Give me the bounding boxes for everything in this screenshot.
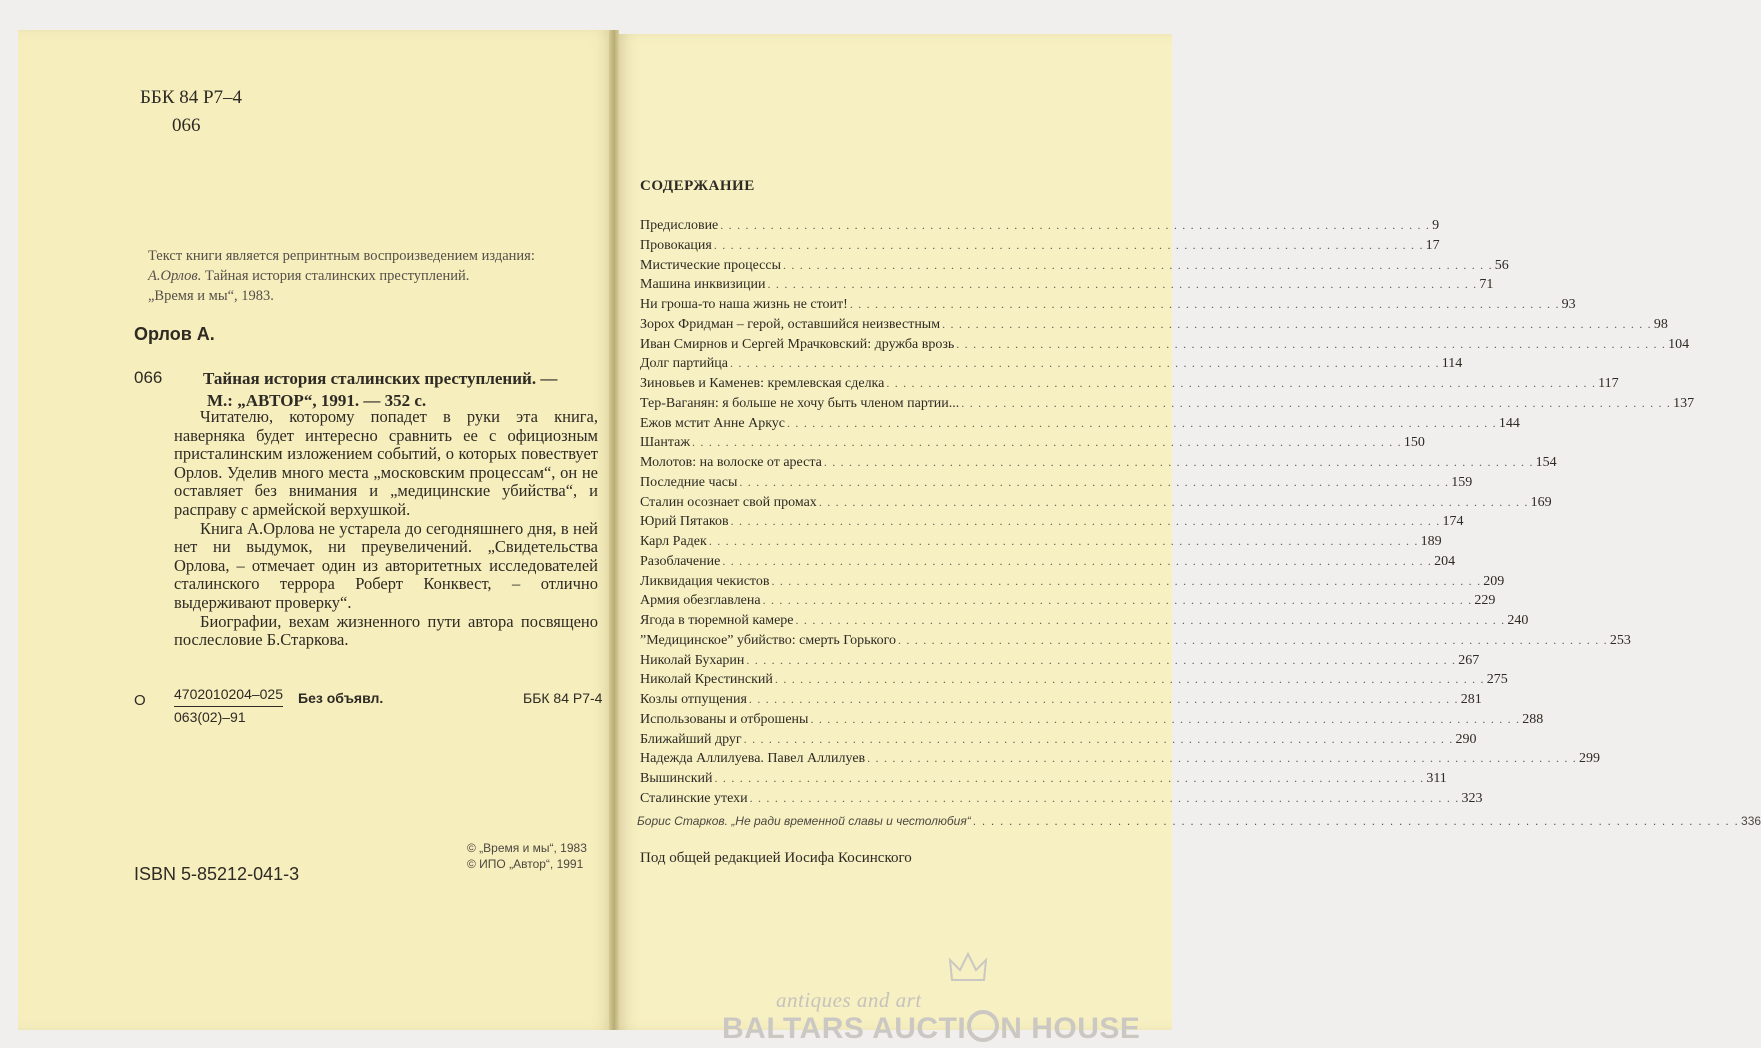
toc-entry-page: 204 (1434, 553, 1456, 569)
description-paragraph: Книга А.Орлова не устарела до сегодняшнего дня, в ней нет ни выдумок, ни преувеличений. „Свидетельства Орлова, – отмечает один из авторитетных исследователей сталинского террора Роберт Конквест, – отлично выдерживают проверку“. (174, 518, 598, 612)
imprint-letter: О (134, 692, 146, 709)
toc-entry-page: 311 (1426, 771, 1447, 786)
toc-entry-title: Зорох Фридман – герой, оставшийся неизвестным (640, 316, 941, 332)
toc-leader-dots: . . . . . . . . . . . . . . . . . . . . . . . . . . . . . . . . . . . . . . . . . . . . . . . . . . . . . . . . . . . . . . . . . . . . . . . . . . . . . . . . . . . . . (729, 356, 1440, 371)
toc-leader-dots: . . . . . . . . . . . . . . . . . . . . . . . . . . . . . . . . . . . . . . . . . . . . . . . . . . . . . . . . . . . . . . . . . . . . . . . . . . . . . . . . . . . . . (749, 790, 1460, 805)
toc-leader-dots: . . . . . . . . . . . . . . . . . . . . . . . . . . . . . . . . . . . . . . . . . . . . . . . . . . . . . . . . . . . . . . . . . . . . . . . . . . . . . . . . . . . . . (730, 514, 1441, 529)
toc-entry-title: Ликвидация чекистов (640, 573, 770, 589)
toc-leader-dots: . . . . . . . . . . . . . . . . . . . . . . . . . . . . . . . . . . . . . . . . . . . . . . . . . . . . . . . . . . . . . . . . . . . . . . . . . . . . . . . . . . . . . (714, 771, 1425, 785)
toc-entry-page: 56 (1494, 257, 1509, 273)
toc-entry-page: 267 (1458, 652, 1480, 668)
toc-leader-dots: . . . . . . . . . . . . . . . . . . . . . . . . . . . . . . . . . . . . . . . . . . . . . . . . . . . . . . . . . . . . . . . . . . . . . . . . . . . . . . . . . . . . . (810, 711, 1521, 726)
toc-entry-title: Надежда Аллилуева. Павел Аллилуев (640, 751, 866, 767)
toc-entry-page: 169 (1530, 494, 1552, 510)
toc-entry (640, 494, 1552, 515)
toc-entry (640, 613, 1529, 633)
toc-entry (640, 672, 1508, 692)
toc-leader-dots: . . . . . . . . . . . . . . . . . . . . . . . . . . . . . . . . . . . . . . . . . . . . . . . . . . . . . . . . . . . . . . . . . . . . . . . . . . . . . . . . . . . . . (886, 376, 1597, 390)
toc-entry-title: Предисловие (640, 218, 719, 233)
toc-entry (640, 632, 1631, 653)
watermark-brand-start: BALTARS AUCTI (722, 1012, 967, 1045)
toc-entry-title: Ягода в тюремной камере (640, 613, 794, 628)
toc-entry-title: Ближайший друг (640, 731, 742, 747)
toc-entry-page: 189 (1420, 534, 1442, 549)
toc-leader-dots: . . . . . . . . . . . . . . . . . . . . . . . . . . . . . . . . . . . . . . . . . . . . . . . . . . . . . . . . . . . . . . . . . . . . . . . . . . . . . . . . . . . . . (774, 672, 1485, 687)
card-description (174, 408, 598, 650)
toc-leader-dots: . . . . . . . . . . . . . . . . . . . . . . . . . . . . . . . . . . . . . . . . . . . . . . . . . . . . . . . . . . . . . . . . . . . . . . . . . . . . . . . . . . . . . (720, 218, 1431, 232)
toc-leader-dots: . . . . . . . . . . . . . . . . . . . . . . . . . . . . . . . . . . . . . . . . . . . . . . . . . . . . . . . . . . . . . . . . . . . . . . . . . . . . . . . . . . . . . (771, 573, 1482, 588)
toc-entry (640, 692, 1482, 712)
table-of-contents (640, 218, 1695, 811)
toc-entry-title: Шантаж (640, 435, 691, 451)
toc-entry-page: 253 (1609, 632, 1631, 648)
toc-entry (640, 257, 1509, 278)
toc-entry-page: 288 (1522, 711, 1544, 727)
editor-note: Под общей редакцией Иосифа Косинского (640, 850, 912, 866)
toc-entry-page: 154 (1535, 455, 1557, 470)
toc-entry-title: Мистические процессы (640, 257, 781, 273)
author-heading: Орлов А. (134, 324, 215, 344)
toc-leader-dots: . . . . . . . . . . . . . . . . . . . . . . . . . . . . . . . . . . . . . . . . . . . . . . . . . . . . . . . . . . . . . . . . . . . . . . . . . . . . . . . . . . . . . (708, 534, 1419, 548)
toc-leader-dots: . . . . . . . . . . . . . . . . . . . . . . . . . . . . . . . . . . . . . . . . . . . . . . . . . . . . . . . . . . . . . . . . . . . . . . . . . . . . . . . . . . . . . (767, 277, 1478, 292)
toc-entry-page: 71 (1479, 277, 1494, 293)
book-gutter (609, 30, 619, 1030)
toc-leader-dots: . . . . . . . . . . . . . . . . . . . . . . . . . . . . . . . . . . . . . . . . . . . . . . . . . . . . . . . . . . . . . . . . . . . . . . . . . . . . . . . . . . . . . (942, 316, 1652, 331)
toc-entry-page: 104 (1668, 336, 1690, 352)
toc-entry (640, 790, 1483, 811)
toc-entry (640, 336, 1690, 357)
toc-leader-dots: . . . . . . . . . . . . . . . . . . . . . . . . . . . . . . . . . . . . . . . . . . . . . . . . . . . . . . . . . . . . . . . . . . . . . . . . . . . . . . . . . . . . . (818, 494, 1529, 509)
toc-entry (640, 356, 1463, 376)
toc-entry-title: Борис Старков. „Не ради временной славы и честолюбия“ (637, 814, 971, 828)
toc-entry (640, 652, 1480, 673)
toc-entry (640, 455, 1557, 475)
imprint-bbk: ББК 84 Р7-4 (523, 690, 603, 706)
toc-entry-title: Последние часы (640, 474, 738, 490)
toc-entry (640, 435, 1425, 455)
watermark-brand-end: N HOUSE (1000, 1012, 1141, 1045)
imprint-no-ad: Без объявл. (298, 690, 384, 706)
toc-leader-dots: . . . . . . . . . . . . . . . . . . . . . . . . . . . . . . . . . . . . . . . . . . . . . . . . . . . . . . . . . . . . . . . . . . . . . . . . . . . . . . . . . . . . . (762, 593, 1473, 608)
toc-entry-title: Использованы и отброшены (640, 711, 809, 727)
card-code: 066 (134, 368, 163, 387)
isbn: ISBN 5-85212-041-3 (134, 864, 300, 884)
toc-entry (640, 237, 1440, 258)
toc-entry-title: Иван Смирнов и Сергей Мрачковский: дружба врозь (640, 336, 955, 352)
toc-leader-dots: . . . . . . . . . . . . . . . . . . . . . . . . . . . . . . . . . . . . . . . . . . . . . . . . . . . . . . . . . . . . . . . . . . . . . . . . . . . . . . . . . . . . . (867, 751, 1577, 766)
toc-entry-title: Сталин осознает свой промах (640, 494, 817, 510)
toc-entry-page: 281 (1460, 692, 1482, 707)
toc-entry-title: Молотов: на волоске от ареста (640, 455, 822, 470)
toc-entry-page: 323 (1461, 790, 1483, 806)
description-paragraph: Биографии, вехам жизненного пути автора посвящено послесловие Б.Старкова. (174, 611, 598, 650)
toc-entry-title: Вышинский (640, 771, 713, 786)
toc-leader-dots: . . . . . . . . . . . . . . . . . . . . . . . . . . . . . . . . . . . . . . . . . . . . . . . . . . . . . . . . . . . . . . . . . . . . . . . . . . . . . . . . . . . . . (898, 632, 1608, 647)
toc-entry-page: 117 (1598, 376, 1619, 391)
toc-leader-dots: . . . . . . . . . . . . . . . . . . . . . . . . . . . . . . . . . . . . . . . . . . . . . . . . . . . . . . . . . . . . . . . . . . . . . . . . . . . . . . . . . . . . . (713, 237, 1424, 252)
toc-entry-title: Провокация (640, 237, 712, 253)
toc-entry (640, 376, 1619, 396)
toc-leader-dots: . . . . . . . . . . . . . . . . . . . . . . . . . . . . . . . . . . . . . . . . . . . . . . . . . . . . . . . . . . . . . . . . . . . . . . . . . . . . . . . . . . . . . (787, 415, 1497, 430)
crown-icon (948, 950, 988, 984)
toc-entry-page: 114 (1441, 356, 1463, 372)
toc-entry-title: Долг партийца (640, 356, 728, 372)
toc-heading: СОДЕРЖАНИЕ (640, 178, 755, 194)
imprint-code-top: 4702010204–025 (174, 684, 283, 707)
toc-entry-title: Машина инквизиции (640, 277, 766, 293)
toc-leader-dots: . . . . . . . . . . . . . . . . . . . . . . . . . . . . . . . . . . . . . . . . . . . . . . . . . . . . . . . . . . . . . . . . . . . . . . . . . . . . . . . . . . . . . (823, 455, 1534, 469)
toc-entry-title: Ежов мстит Анне Аркус (640, 415, 786, 431)
toc-entry-page: 93 (1561, 297, 1576, 312)
toc-leader-dots: . . . . . . . . . . . . . . . . . . . . . . . . . . . . . . . . . . . . . . . . . . . . . . . . . . . . . . . . . . . . . . . . . . . . . . . . . . . . . . . . . . . . . (748, 692, 1459, 706)
toc-entry-page: 290 (1455, 731, 1477, 747)
toc-leader-dots: . . . . . . . . . . . . . . . . . . . . . . . . . . . . . . . . . . . . . . . . . . . . . . . . . . . . . . . . . . . . . . . . . . . . . . . . . . . . . . . . . . . . . (739, 474, 1450, 489)
bbk-code: ББК 84 Р7–4 (140, 87, 243, 108)
reprint-note-line1: Текст книги является репринтным воспроизведением издания: (148, 248, 535, 264)
toc-entry (640, 593, 1496, 613)
toc-leader-dots: . . . . . . . . . . . . . . . . . . . . . . . . . . . . . . . . . . . . . . . . . . . . . . . . . . . . . . . . . . . . . . . . . . . . . . . . . . . . . . . . . . . . . (743, 731, 1454, 746)
copyright-line: © ИПО „Автор“, 1991 (467, 857, 584, 871)
toc-entry-title: ”Медицинское” убийство: смерть Горького (640, 632, 896, 648)
toc-entry-page: 299 (1578, 751, 1600, 767)
toc-entry-title: Ни гроша-то наша жизнь не стоит! (640, 297, 848, 312)
toc-entry-page: 209 (1483, 573, 1505, 589)
toc-entry-page: 9 (1432, 218, 1440, 233)
toc-entry-page: 159 (1451, 474, 1473, 490)
toc-entry-page: 229 (1474, 593, 1496, 609)
imprint-codes (174, 684, 283, 728)
toc-leader-dots: . . . . . . . . . . . . . . . . . . . . . . . . . . . . . . . . . . . . . . . . . . . . . . . . . . . . . . . . . . . . . . . . . . . . . . . . . . . . . . . . . . . . . (961, 395, 1672, 410)
toc-entry-title: Николай Крестинский (640, 672, 773, 688)
toc-leader-dots: . . . . . . . . . . . . . . . . . . . . . . . . . . . . . . . . . . . . . . . . . . . . . . . . . . . . . . . . . . . . . . . . . . . . . . . . . . . . . . . . . . . . . (782, 257, 1493, 272)
toc-entry (640, 751, 1600, 771)
toc-entry-title: Козлы отпущения (640, 692, 747, 707)
toc-entry (640, 514, 1464, 534)
toc-entry (640, 711, 1544, 732)
watermark-brand (722, 1010, 1140, 1046)
toc-leader-dots: . . . . . . . . . . . . . . . . . . . . . . . . . . . . . . . . . . . . . . . . . . . . . . . . . . . . . . . . . . . . . . . . . . . . . . . . . . . . . . . . . . . . . (722, 553, 1433, 568)
card-title-line1: Тайная история сталинских преступлений. — (203, 369, 558, 388)
bbk-code-block (140, 84, 242, 140)
toc-entry (640, 534, 1442, 554)
toc-entry-page: 137 (1673, 395, 1695, 411)
toc-afterword (637, 814, 1761, 828)
toc-entry-page: 275 (1486, 672, 1508, 688)
toc-entry (640, 553, 1456, 574)
toc-entry-title: Юрий Пятаков (640, 514, 729, 530)
watermark-tagline: antiques and art (776, 988, 922, 1012)
toc-entry (640, 277, 1494, 297)
copyright-block (467, 840, 587, 872)
toc-entry-page: 17 (1425, 237, 1440, 253)
reprint-note-line3: „Время и мы“, 1983. (148, 288, 274, 304)
toc-leader-dots: . . . . . . . . . . . . . . . . . . . . . . . . . . . . . . . . . . . . . . . . . . . . . . . . . . . . . . . . . . . . . . . . . . . . . . . . . . . . . . . . . . . . . (692, 435, 1402, 450)
toc-entry (640, 395, 1695, 416)
toc-entry-page: 240 (1507, 613, 1529, 628)
toc-entry-title: Тер-Ваганян: я больше не хочу быть членом партии... (640, 395, 960, 411)
toc-entry-title: Армия обезглавлена (640, 593, 761, 609)
toc-entry (640, 218, 1440, 238)
toc-leader-dots: . . . . . . . . . . . . . . . . . . . . . . . . . . . . . . . . . . . . . . . . . . . . . . . . . . . . . . . . . . . . . . . . . . . . . . . . . . . . . . . . . . . . . (746, 652, 1457, 667)
card-title (203, 368, 557, 412)
copyright-line: © „Время и мы“, 1983 (467, 841, 587, 855)
toc-entry-title: Разоблачение (640, 553, 721, 569)
toc-entry (640, 415, 1520, 436)
toc-entry (640, 771, 1447, 791)
toc-entry-title: Карл Радек (640, 534, 707, 549)
description-paragraph: Читателю, которому попадет в руки эта книга, наверняка будет интересно сравнить ее с официозным присталинским изложением событий, о которых повествует Орлов. Уделив много места „московским процессам“, он не оставляет без внимания и „медицинские убийства“, и расправу с армейской верхушкой. (174, 407, 598, 519)
toc-entry (640, 731, 1477, 752)
toc-entry-title: Сталинские утехи (640, 790, 748, 806)
toc-entry-page: 150 (1403, 435, 1425, 451)
reprint-note (148, 246, 535, 306)
toc-leader-dots: . . . . . . . . . . . . . . . . . . . . . . . . . . . . . . . . . . . . . . . . . . . . . . . . . . . . . . . . . . . . . . . . . . . . . . . . . . . . . . . . . . . . . (972, 814, 1740, 828)
toc-entry-page: 98 (1653, 316, 1668, 332)
toc-entry (640, 573, 1505, 594)
toc-entry-page: 174 (1442, 514, 1464, 530)
toc-entry (640, 297, 1576, 317)
toc-entry (640, 474, 1473, 495)
toc-entry-page: 144 (1498, 415, 1520, 431)
toc-entry (640, 316, 1668, 337)
toc-entry-page: 336 (1741, 814, 1761, 828)
imprint-code-bottom: 063(02)–91 (174, 709, 246, 725)
reprint-note-line2: Тайная история сталинских преступлений. (201, 268, 470, 284)
index-code: 066 (172, 115, 201, 136)
toc-leader-dots: . . . . . . . . . . . . . . . . . . . . . . . . . . . . . . . . . . . . . . . . . . . . . . . . . . . . . . . . . . . . . . . . . . . . . . . . . . . . . . . . . . . . . (956, 336, 1667, 351)
toc-entry-title: Зиновьев и Каменев: кремлевская сделка (640, 376, 885, 391)
toc-entry-title: Николай Бухарин (640, 652, 745, 668)
reprint-note-author: А.Орлов. (148, 268, 202, 284)
toc-leader-dots: . . . . . . . . . . . . . . . . . . . . . . . . . . . . . . . . . . . . . . . . . . . . . . . . . . . . . . . . . . . . . . . . . . . . . . . . . . . . . . . . . . . . . (795, 613, 1506, 627)
card-title-line2: М.: „АВТОР“, 1991. — 352 с. (207, 391, 427, 410)
watermark-o-icon (967, 1010, 999, 1042)
toc-leader-dots: . . . . . . . . . . . . . . . . . . . . . . . . . . . . . . . . . . . . . . . . . . . . . . . . . . . . . . . . . . . . . . . . . . . . . . . . . . . . . . . . . . . . . (849, 297, 1560, 311)
